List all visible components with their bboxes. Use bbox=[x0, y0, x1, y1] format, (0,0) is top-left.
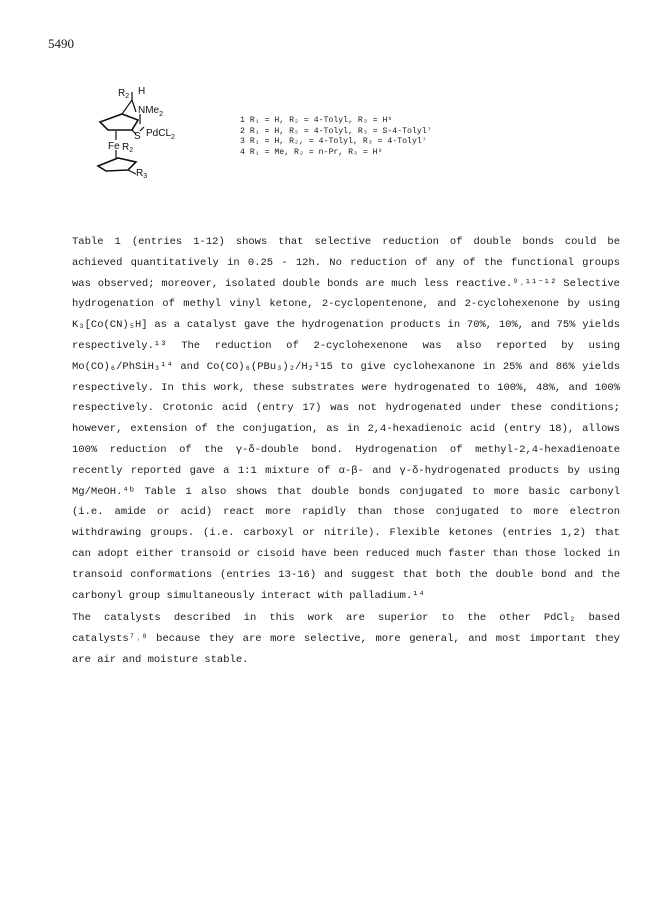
lower-cp-ring bbox=[98, 158, 136, 171]
ring-to-stereocenter-bond bbox=[122, 100, 132, 114]
ferrocene-palladium-complex-structure bbox=[88, 84, 228, 180]
s-label: S bbox=[134, 131, 141, 142]
compound-legend bbox=[240, 116, 432, 158]
h-label: H bbox=[138, 86, 146, 97]
legend-row-2: 2 R₁ = H, R₂ = 4-Tolyl, R₃ = S-4-Tolyl⁷ bbox=[240, 126, 432, 136]
fe-label: Fe bbox=[108, 141, 120, 152]
body-text bbox=[60, 232, 620, 671]
legend-row-3: 3 R₁ = H, R₂, = 4-Tolyl, R₃ = 4-Tolyl⁷ bbox=[240, 137, 427, 147]
legend-row-1: 1 R₁ = H, R₂ = 4-Tolyl, R₃ = H⁶ bbox=[240, 116, 393, 125]
paragraph-2: The catalysts described in this work are superior to the other PdCl₂ based catalysts⁷˒⁸ because they are more selective, more general, and most important they are air and moisture stable. bbox=[72, 612, 620, 666]
structure-drawing bbox=[88, 84, 228, 180]
pdcl2-label: PdCL$_2$ bbox=[146, 128, 175, 141]
r2-top-label: $R_2$ bbox=[118, 88, 130, 100]
r3-label: $R_3$ bbox=[136, 168, 148, 180]
nme2-label: NMe$_2$ bbox=[138, 105, 164, 118]
ring-to-r3-bond bbox=[128, 170, 136, 174]
stereocenter-to-n-bond bbox=[132, 100, 136, 112]
r2-bottom-label: $R_2$ bbox=[122, 142, 134, 154]
page-number: 5490 bbox=[48, 36, 74, 51]
paragraph-1: Table 1 (entries 1-12) shows that selective reduction of double bonds could be achieved quantitatively in 0.25 - 12h. No reduction of any of the functional groups was observed; moreover, isolated double bonds are much less reactive.⁹˒¹¹⁻¹² Selective hydrogenation of methyl vinyl ketone, 2-cyclopentenone, and 2-cyclohexenone by using K₃[Co(CN)₅H] as a catalyst gave the hydrogenation products in 70%, 10%, and 75% yields respectively.¹³ The reduction of 2-cyclohexenone was also reported by using Mo(CO)₆/PhSiH₃¹⁴ and Co(CO)₆(PBu₃)₂/H₂¹15 to give cyclohexanone in 25% and 86% yields respectively. In this work, these substrates were hydrogenated to 100%, 48%, and 100% respectively. Crotonic acid (entry 17) was not hydrogenated under these conditions; however, extension of the conjugation, as in 2,4-hexadienoic acid (entry 18), allows 100% reduction of the γ-δ-double bond. Hydrogenation of methyl-2,4-hexadienoate recently reported gave a 1:1 mixture of α-β- and γ-δ-hydrogenated products by using Mg/MeOH.⁴ᵇ Table 1 also shows that double bonds conjugated to more basic carbonyl (i.e. amide or acid) react more rapidly than those conjugated to more electron withdrawing groups. (i.e. carboxyl or nitrile). Flexible ketones (entries 1,2) that can adopt either transoid or cisoid have been reduced much faster than those locked in transoid conformations (entries 13-16) and suggest that both the double bond and the carbonyl group simultaneously interact with palladium.¹⁴ bbox=[72, 236, 620, 602]
upper-cp-ring bbox=[100, 114, 138, 130]
legend-row-4: 4 R₁ = Me, R₂ = n-Pr, R₃ = H⁸ bbox=[240, 147, 383, 157]
